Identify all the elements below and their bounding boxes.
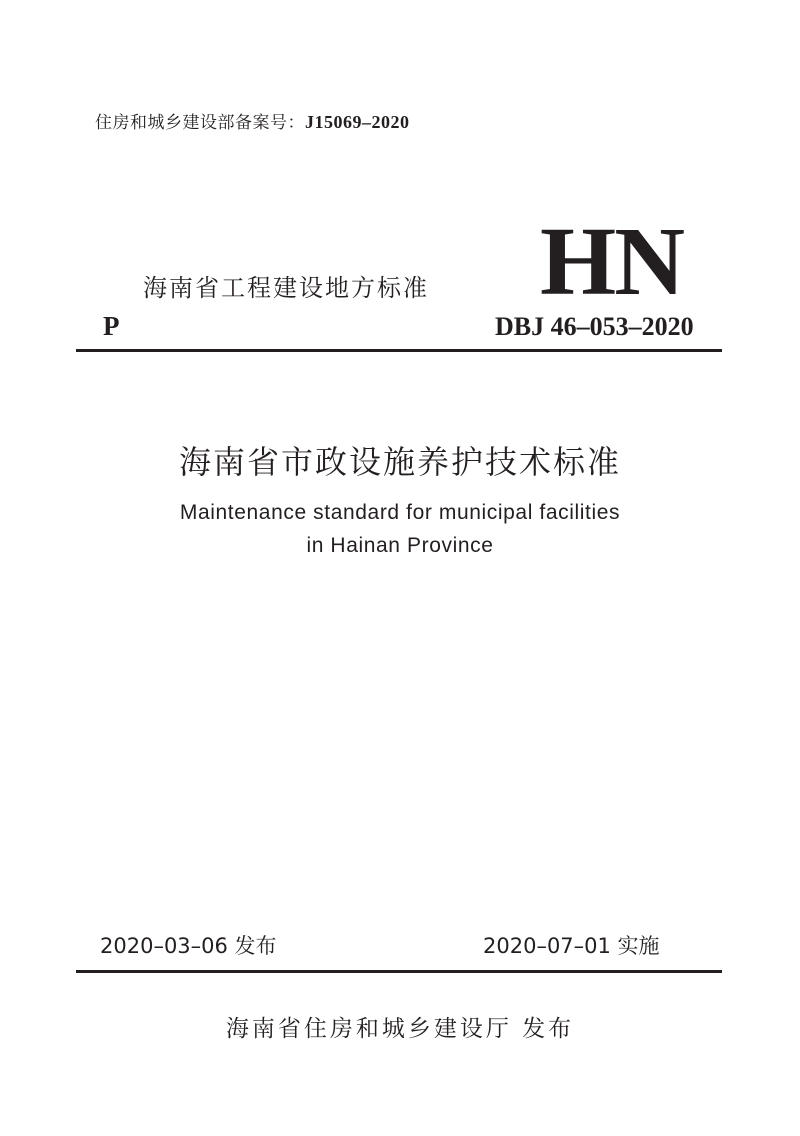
- category-letter: P: [103, 311, 120, 341]
- effective-date: 2020–07–01 实施: [483, 934, 660, 958]
- title-en-line-1: Maintenance standard for municipal facilities: [179, 501, 621, 524]
- title-en-line-2: in Hainan Province: [306, 534, 494, 557]
- header-divider: [76, 349, 722, 352]
- filing-record-label: 住房和城乡建设部备案号：: [95, 113, 305, 133]
- standard-number: DBJ 46–053–2020: [495, 312, 694, 341]
- document-title-en: [0, 496, 800, 562]
- publisher: 海南省住房和城乡建设厅 发布: [225, 1016, 575, 1042]
- release-date: 2020–03–06 发布: [100, 934, 277, 958]
- filing-record-code: J15069–2020: [305, 112, 410, 132]
- filing-record: [95, 108, 410, 133]
- hn-logo-mark: HN: [540, 208, 683, 316]
- footer-divider: [76, 970, 722, 973]
- document-title-cn: 海南省市政设施养护技术标准: [178, 443, 621, 481]
- standard-series-title: 海南省工程建设地方标准: [143, 274, 429, 302]
